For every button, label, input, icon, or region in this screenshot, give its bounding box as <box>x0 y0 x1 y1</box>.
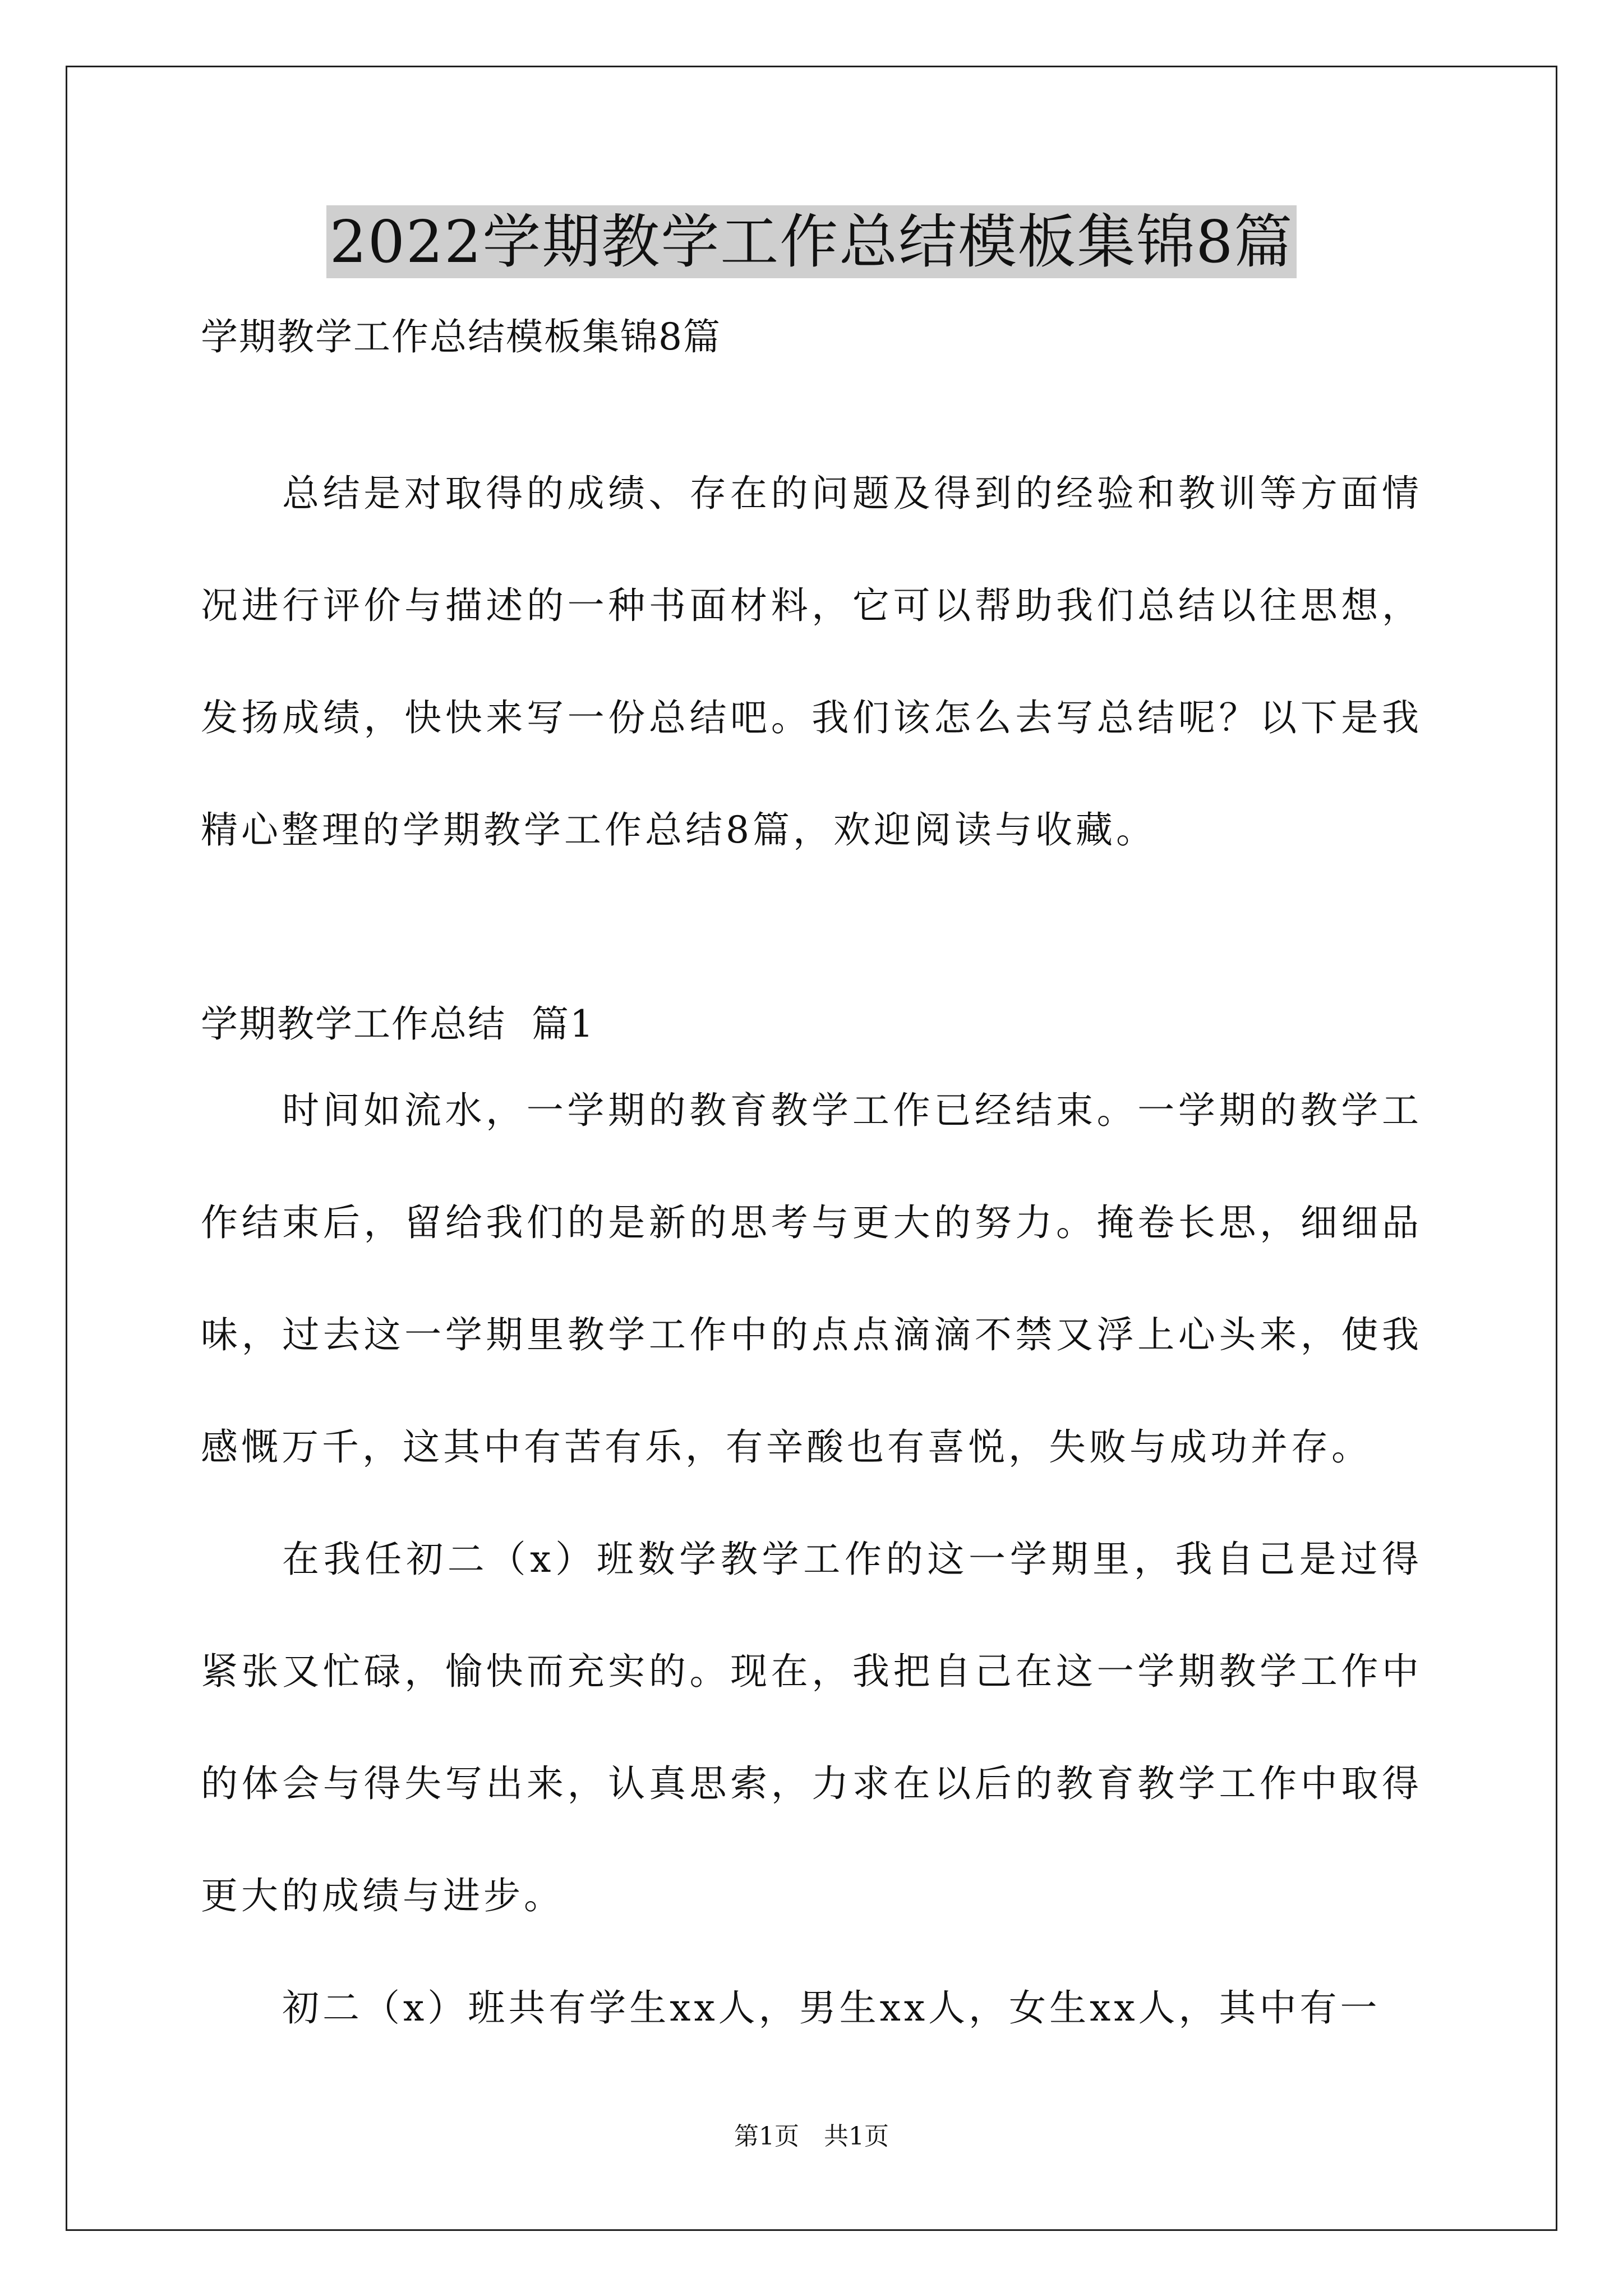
intro-paragraph: 总结是对取得的成绩、存在的问题及得到的经验和教训等方面情况进行评价与描述的一种书面材料，它可以帮助我们总结以往思想，发扬成绩，快快来写一份总结吧。我们该怎么去写总结呢？以下是我精心整理的学期教学工作总结8篇，欢迎阅读与收藏。 <box>201 472 1422 852</box>
body-paragraph: 时间如流水，一学期的教育教学工作已经结束。一学期的教学工作结束后，留给我们的是新的思考与更大的努力。掩卷长思，细细品味，过去这一学期里教学工作中的点点滴滴不禁又浮上心头来，使我感慨万千，这其中有苦有乐，有辛酸也有喜悦，失败与成功并存。 <box>201 1089 1422 1469</box>
body-paragraph: 初二（x）班共有学生xx人，男生xx人，女生xx人，其中有一 <box>282 1986 1381 2030</box>
body-paragraph: 在我任初二（x）班数学教学工作的这一学期里，我自己是过得紧张又忙碌，愉快而充实的。现在，我把自己在这一学期教学工作中的体会与得失写出来，认真思索，力求在以后的教育教学工作中取得更大的成绩与进步。 <box>201 1538 1422 1917</box>
page-footer: 第1页 共1页 <box>734 2122 889 2151</box>
document-subtitle: 学期教学工作总结模板集锦8篇 <box>201 315 721 358</box>
title-container <box>0 205 1623 278</box>
document-title: 2022学期教学工作总结模板集锦8篇 <box>326 205 1297 278</box>
section-heading: 学期教学工作总结 篇1 <box>201 1002 594 1046</box>
